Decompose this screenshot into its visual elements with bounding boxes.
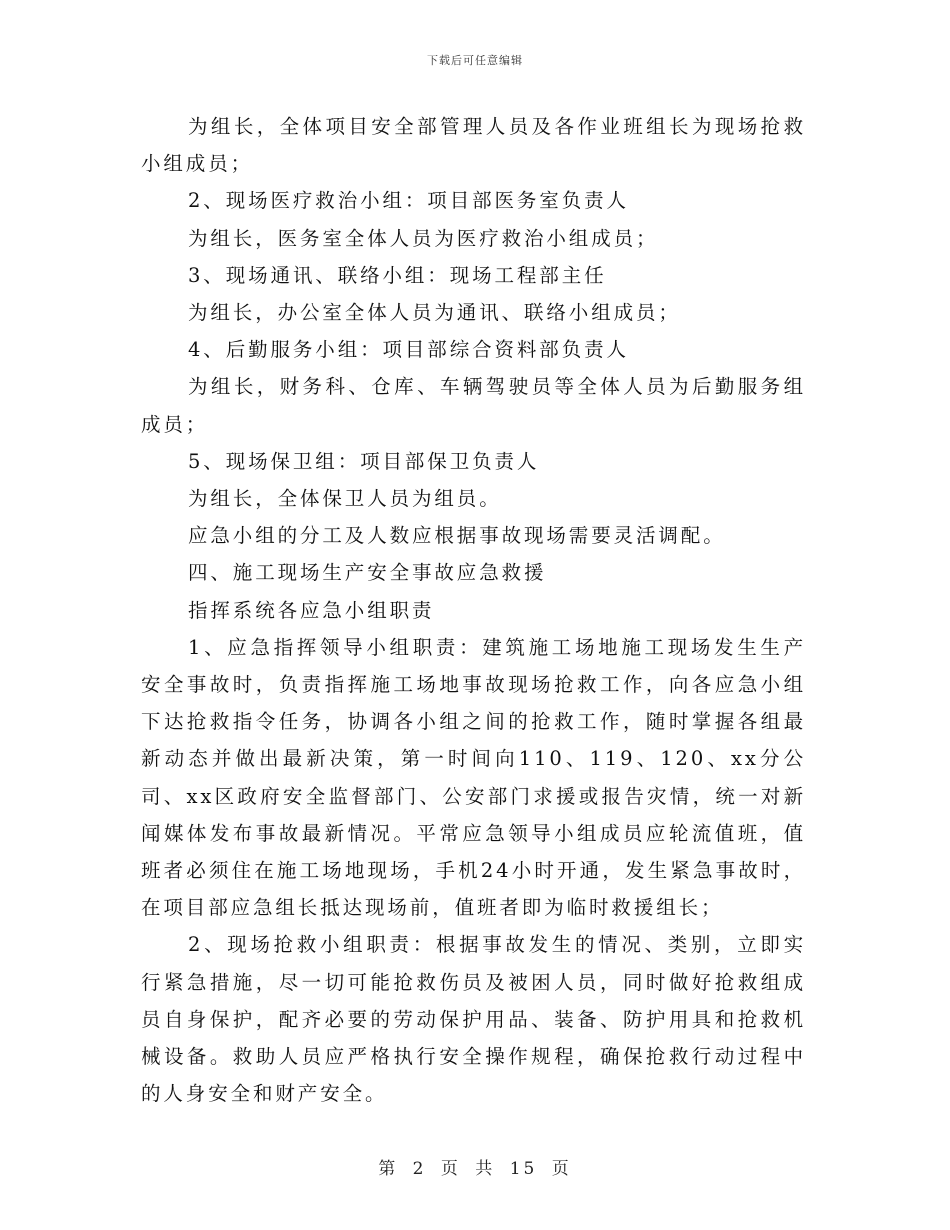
paragraph-8: 5、现场保卫组：项目部保卫负责人 <box>188 449 540 473</box>
paragraph-10: 应急小组的分工及人数应根据事故现场需要灵活调配。 <box>188 524 726 548</box>
page-header: 下载后可任意编辑 <box>427 54 523 67</box>
section-heading: 四、施工现场生产安全事故应急救援 <box>188 561 547 585</box>
paragraph-7: 为组长，财务科、仓库、车辆驾驶员等全体人员为后勤服务组成员； <box>141 375 806 436</box>
paragraph-9: 为组长，全体保卫人员为组员。 <box>188 487 502 511</box>
paragraph-6: 4、后勤服务小组：项目部综合资料部负责人 <box>188 338 629 362</box>
paragraph-13: 1、应急指挥领导小组职责：建筑施工场地施工现场发生生产安全事故时，负责指挥施工场地事故现场抢救工作，向各应急小组下达抢救指令任务，协调各小组之间的抢救工作，随时掌握各组最新动态并做出最新决策，第一时间向110、119、120、xx分公司、xx区政府安全监督部门、公安部门求援或报告灾情，统一对新闻媒体发布事故最新情况。平常应急领导小组成员应轮流值班，值班者必须住在施工场地现场，手机24小时开通，发生紧急事故时，在项目部应急组长抵达现场前，值班者即为临时救援组长； <box>141 635 807 920</box>
subsection-heading: 指挥系统各应急小组职责 <box>188 598 435 622</box>
paragraph-4: 3、现场通讯、联络小组：现场工程部主任 <box>188 263 607 287</box>
paragraph-3: 为组长，医务室全体人员为医疗救治小组成员； <box>188 226 659 250</box>
paragraph-1: 为组长，全体项目安全部管理人员及各作业班组长为现场抢救小组成员； <box>141 115 806 176</box>
page-number: 第 2 页 共 15 页 <box>378 1159 572 1179</box>
paragraph-5: 为组长，办公室全体人员为通讯、联络小组成员； <box>188 301 681 325</box>
paragraph-14: 2、现场抢救小组职责：根据事故发生的情况、类别，立即实行紧急措施，尽一切可能抢救伤员及被困人员，同时做好抢救组成员自身保护，配齐必要的劳动保护用品、装备、防护用具和抢救机械设备。救助人员应严格执行安全操作规程，确保抢救行动过程中的人身安全和财产安全。 <box>141 933 806 1106</box>
paragraph-2: 2、现场医疗救治小组：项目部医务室负责人 <box>188 189 629 213</box>
document-body <box>141 108 806 1112</box>
